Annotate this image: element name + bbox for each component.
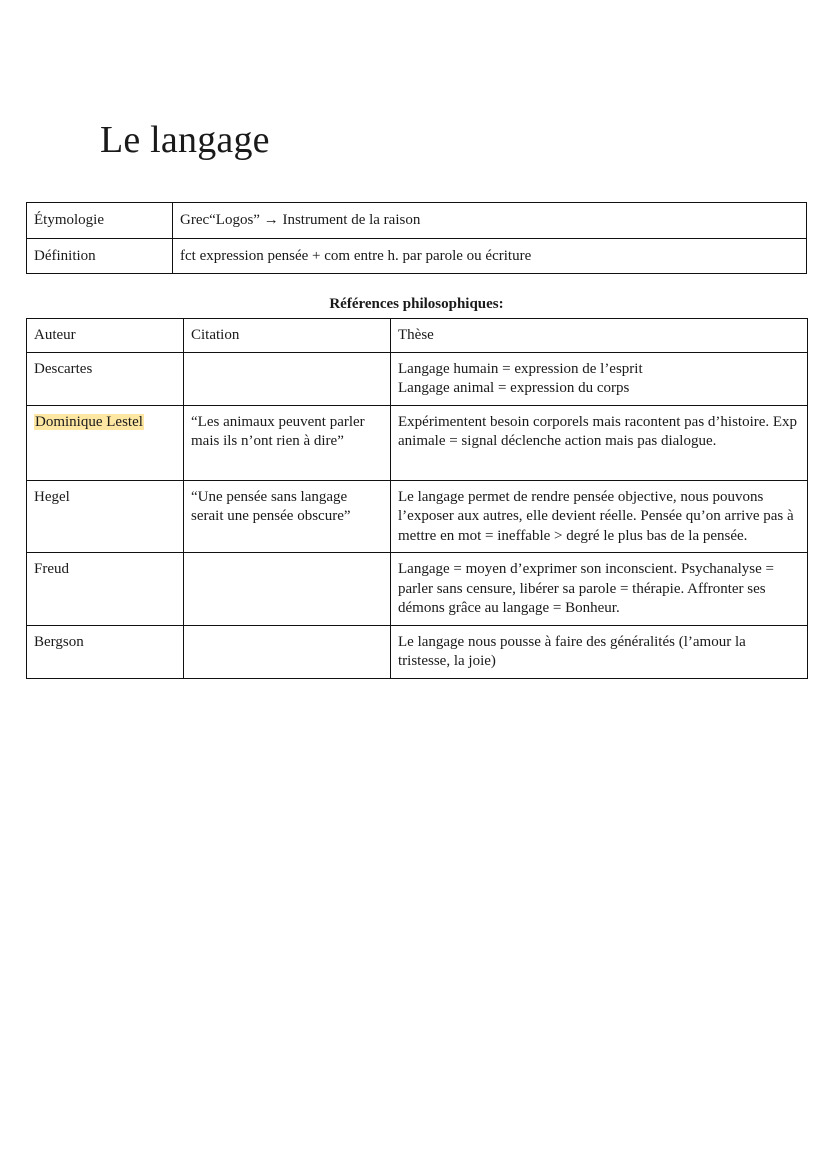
table-row — [27, 352, 808, 405]
table-row — [27, 405, 808, 480]
author-cell: Descartes — [27, 352, 184, 405]
header-quote: Citation — [184, 319, 391, 353]
highlighted-author: Dominique Lestel — [35, 413, 143, 430]
references-heading: Références philosophiques: — [329, 296, 504, 312]
quote-cell — [184, 625, 391, 678]
table-row — [27, 480, 808, 553]
etymology-value: Grec“Logos” → Instrument de la raison — [173, 203, 807, 239]
header-thesis: Thèse — [391, 319, 808, 353]
thesis-cell: Le langage permet de rendre pensée objective, nous pouvons l’exposer aux autres, elle devient réelle. Pensée qu’on arrive pas à mettre en mot = ineffable > degré le plus bas de la pensée. — [391, 480, 808, 553]
quote-cell: “Les animaux peuvent parler mais ils n’ont rien à dire” — [184, 405, 391, 480]
author-cell: Hegel — [27, 480, 184, 553]
quote-cell — [184, 553, 391, 626]
definition-value: fct expression pensée + com entre h. par parole ou écriture — [173, 238, 807, 274]
author-cell — [27, 405, 184, 480]
thesis-cell: Expérimentent besoin corporels mais racontent pas d’histoire. Exp animale = signal déclenche action mais pas dialogue. — [391, 405, 808, 480]
thesis-cell: Le langage nous pousse à faire des généralités (l’amour la tristesse, la joie) — [391, 625, 808, 678]
definition-label: Définition — [27, 238, 173, 274]
page-title: Le langage — [100, 119, 270, 161]
etymology-label: Étymologie — [27, 203, 173, 239]
author-cell: Freud — [27, 553, 184, 626]
etymology-table — [26, 202, 807, 274]
table-row — [27, 625, 808, 678]
table-row — [27, 238, 807, 274]
author-cell: Bergson — [27, 625, 184, 678]
table-header-row — [27, 319, 808, 353]
table-row — [27, 553, 808, 626]
thesis-cell: Langage = moyen d’exprimer son inconscient. Psychanalyse = parler sans censure, libérer sa parole = thérapie. Affronter ses démons grâce au langage = Bonheur. — [391, 553, 808, 626]
references-table — [26, 318, 808, 679]
quote-cell: “Une pensée sans langage serait une pensée obscure” — [184, 480, 391, 553]
thesis-line: Langage humain = expression de l’esprit — [398, 360, 643, 377]
thesis-cell — [391, 352, 808, 405]
header-author: Auteur — [27, 319, 184, 353]
quote-cell — [184, 352, 391, 405]
table-row — [27, 203, 807, 239]
thesis-line: Langage animal = expression du corps — [398, 380, 630, 396]
